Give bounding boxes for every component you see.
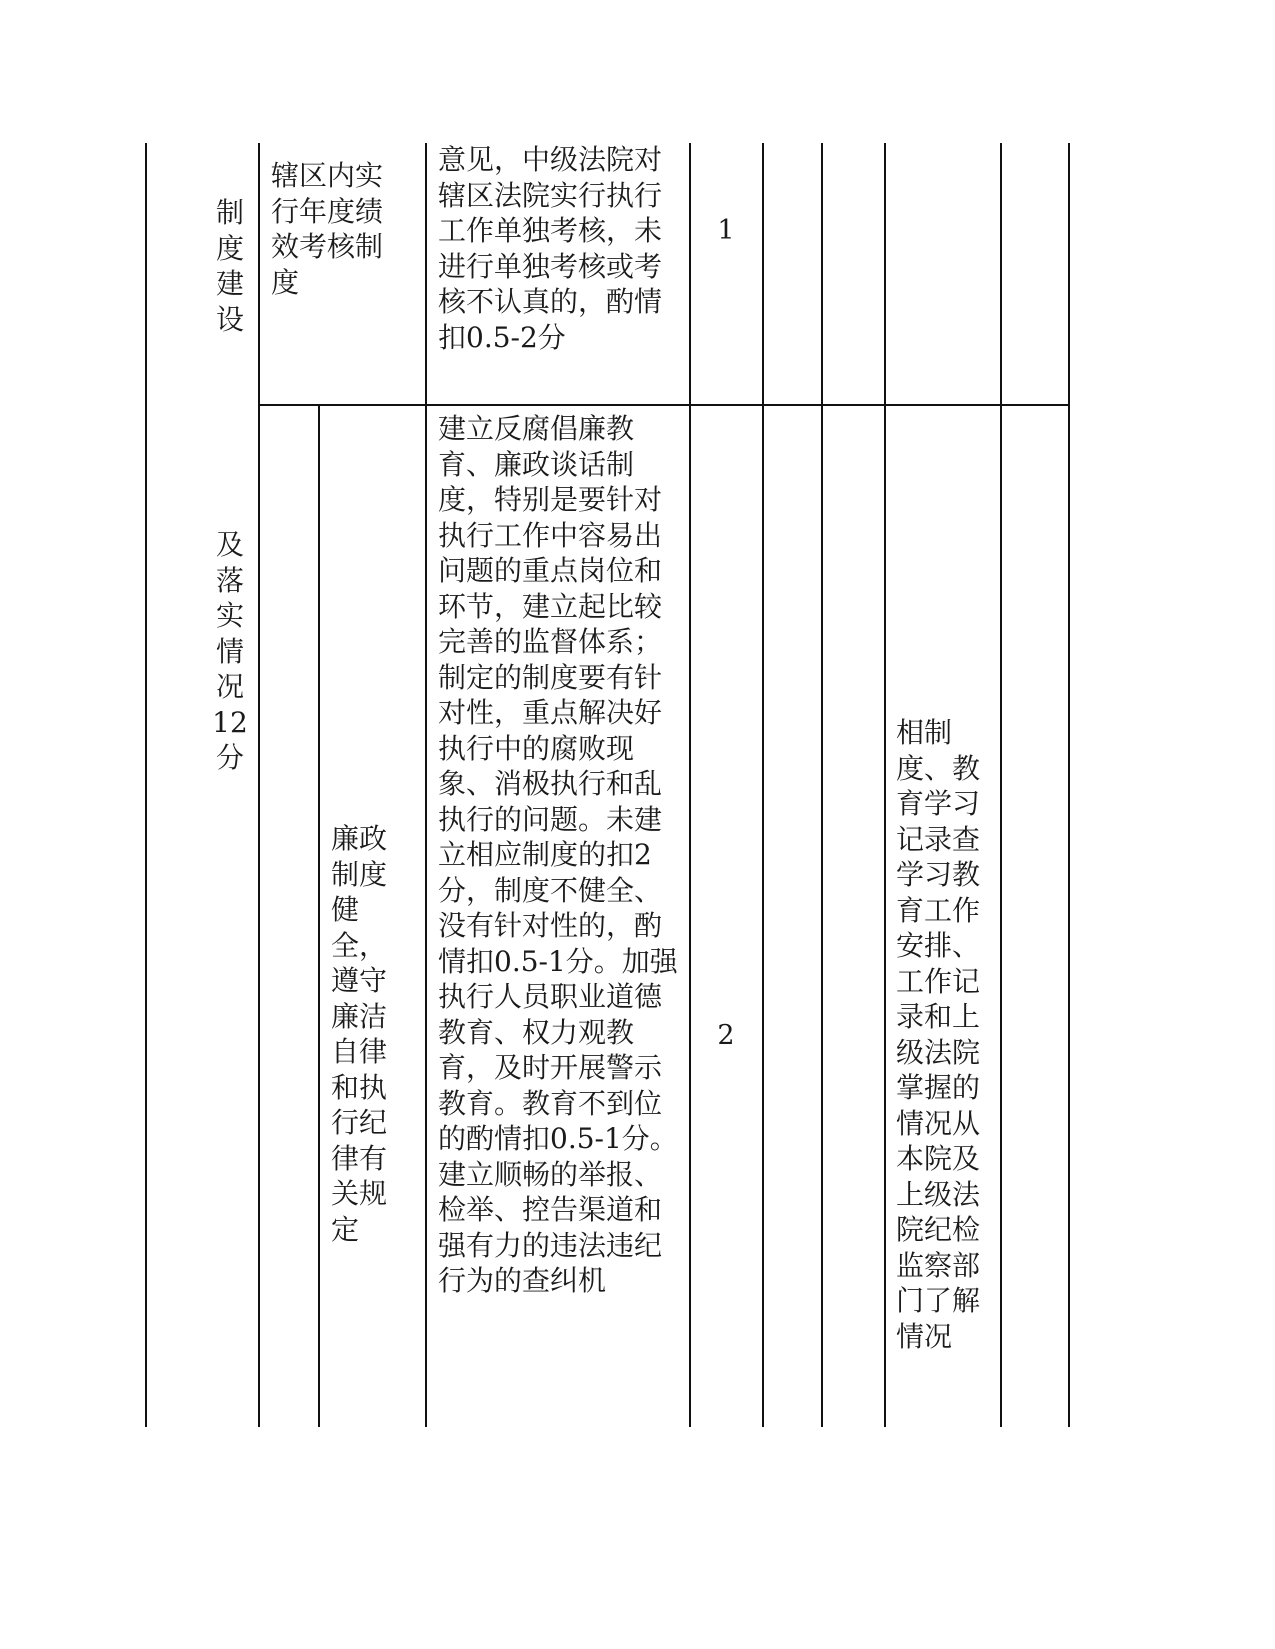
column-divider-3 [425,143,427,1427]
criteria-cell: 意见，中级法院对辖区法院实行执行工作单独考核，未进行单独考核或考核不认真的，酌情扣0.5-2分 [438,143,663,354]
column-divider-5 [762,143,764,1427]
column-divider-6 [821,143,823,1427]
column-divider-4 [689,143,691,1427]
column-divider-8 [1000,143,1002,1427]
score-cell: 1 [717,215,735,246]
score-cell: 2 [717,1020,735,1051]
column-divider-2 [318,405,320,1427]
row-divider [258,404,1070,406]
column-divider-1 [258,143,260,1427]
column-divider-7 [884,143,886,1427]
category-cell: 及落实情况 12分 [212,528,248,774]
item-cell: 廉政制度健全，遵守廉洁自律和执行纪律有关规定 [331,822,388,1246]
table-border-right [1068,143,1070,1427]
table-border-left [145,143,147,1427]
criteria-cell: 建立反腐倡廉教育、廉政谈话制度，特别是要针对执行工作中容易出问题的重点岗位和环节，建立起比较完善的监督体系；制定的制度要有针对性，重点解决好执行中的腐败现象、消极执行和乱执行的问题。未建立相应制度的扣2分，制度不健全、没有针对性的，酌情扣0.5-1分。加强执行人员职业道德教育、权力观教育，及时开展警示教育。教育不到位的酌情扣0.5-1分。建立顺畅的举报、检举、控告渠道和强有力的违法违纪行为的查纠机 [438,412,678,1297]
category-cell: 制度建设 [215,196,244,336]
method-cell: 相制度、教育学习记录查学习教育工作安排、工作记录和上级法院掌握的情况从本院及上级法院纪检监察部门了解情况 [896,716,981,1353]
item-cell: 辖区内实行年度绩效考核制度 [271,159,384,299]
